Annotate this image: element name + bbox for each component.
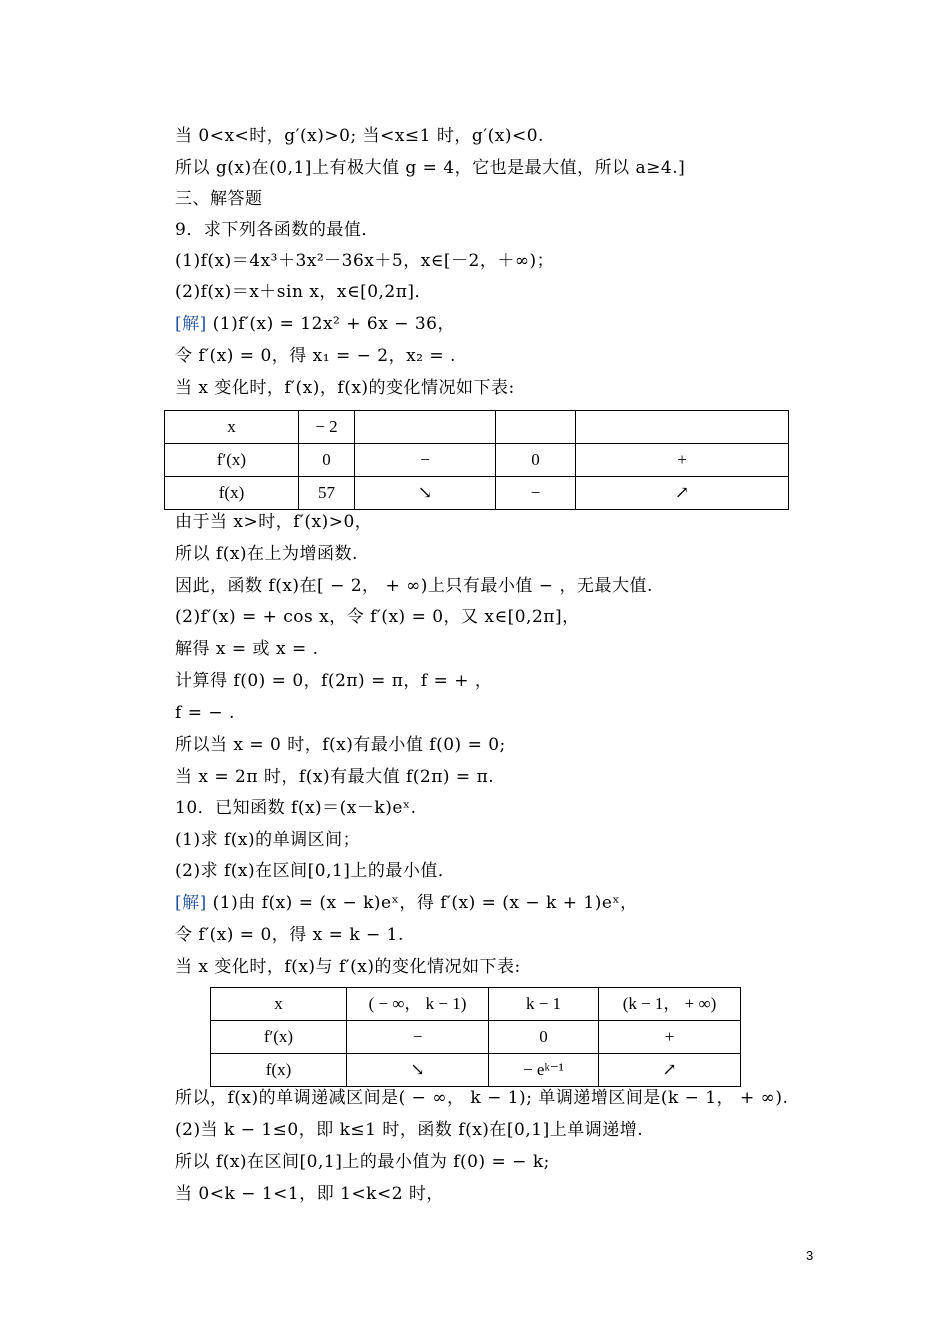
table-cell [355, 411, 496, 444]
line-text: (2)f(x)＝x＋sin x，x∈[0,2π]． [175, 282, 433, 302]
text-line [175, 282, 432, 302]
table-cell: + [576, 444, 789, 477]
line-text: 所以 f(x)在区间[0,1]上的最小值为 f(0) = − k; [175, 1152, 550, 1172]
line-text: 令 f′(x) = 0，得 x₁ = − 2，x₂ = . [175, 346, 456, 366]
table-cell: f(x) [165, 477, 299, 510]
text-line [175, 314, 455, 334]
text-line [175, 893, 638, 913]
line-text: (1)求 f(x)的单调区间； [175, 830, 361, 850]
line-text: 计算得 f(0) = 0，f(2π) = π，f = + ， [175, 671, 493, 691]
table-cell: 0 [489, 1021, 599, 1054]
line-text: 令 f′(x) = 0，得 x = k − 1. [175, 925, 404, 945]
table-row [211, 1021, 741, 1054]
text-line [175, 126, 544, 146]
table-cell: − 2 [299, 411, 355, 444]
table-row [211, 1054, 741, 1087]
page-number: 3 [806, 1248, 814, 1263]
text-line [175, 830, 360, 850]
line-text: 所以当 x = 0 时，f(x)有最小值 f(0) = 0; [175, 735, 506, 755]
line-text: 所以 g(x)在(0,1]上有极大值 g = 4，它也是最大值，所以 a≥4.] [175, 158, 686, 178]
table-cell: ↘ [347, 1054, 489, 1087]
table-cell: f′(x) [211, 1021, 347, 1054]
line-text: (1)f(x)＝4x³＋3x²－36x＋5，x∈[－2，＋∞)； [175, 251, 555, 271]
text-line [175, 767, 494, 787]
text-line [175, 798, 417, 818]
line-text: 9．求下列各函数的最值． [175, 220, 379, 240]
text-line [175, 957, 521, 977]
line-text: f = − . [175, 703, 235, 723]
text-line [175, 703, 235, 723]
table-cell [576, 411, 789, 444]
line-text: 当 x = 2π 时，f(x)有最大值 f(2π) = π. [175, 767, 495, 787]
table-cell: f′(x) [165, 444, 299, 477]
table-cell: 0 [299, 444, 355, 477]
text-line [175, 189, 263, 209]
text-line [175, 544, 358, 564]
table-cell: (k − 1， + ∞) [599, 988, 741, 1021]
table-cell: x [165, 411, 299, 444]
line-text: 当 0<x<时，g′(x)>0; 当<x≤1 时，g′(x)<0. [175, 126, 544, 146]
text-line [175, 607, 580, 627]
line-text: (2)当 k − 1≤0，即 k≤1 时，函数 f(x)在[0,1]上单调递增. [175, 1120, 644, 1140]
solution-tag: [解] [175, 893, 207, 913]
line-text: (1)由 f(x) = (x − k)eˣ，得 f′(x) = (x − k + 1)eˣ， [212, 893, 638, 913]
line-text: 三、解答题 [175, 189, 263, 209]
text-line [175, 639, 319, 659]
table-cell: − eᵏ⁻¹ [489, 1054, 599, 1087]
table-cell: 57 [299, 477, 355, 510]
table-cell: 0 [496, 444, 576, 477]
text-line [175, 1120, 643, 1140]
line-text: 因此，函数 f(x)在[ − 2， + ∞)上只有最小值 − ，无最大值. [175, 576, 653, 596]
table-cell: − [355, 444, 496, 477]
table-cell: ↗ [576, 477, 789, 510]
variation-table-2 [210, 987, 741, 1087]
table-cell: + [599, 1021, 741, 1054]
line-text: 当 x 变化时，f(x)与 f′(x)的变化情况如下表: [175, 957, 521, 977]
text-line [175, 1152, 550, 1172]
table-row [165, 411, 789, 444]
text-line [175, 671, 492, 691]
table-row [165, 444, 789, 477]
text-line [175, 576, 653, 596]
table-row [211, 988, 741, 1021]
text-line [175, 735, 506, 755]
line-text: 由于当 x>时，f′(x)>0， [175, 512, 373, 532]
text-line [175, 1184, 444, 1204]
table-cell: k − 1 [489, 988, 599, 1021]
text-line [175, 1088, 788, 1108]
text-line [175, 220, 379, 240]
table-cell: ↗ [599, 1054, 741, 1087]
variation-table-1 [164, 410, 789, 510]
table-cell [496, 411, 576, 444]
table-cell: − [347, 1021, 489, 1054]
line-text: 所以，f(x)的单调递减区间是( − ∞， k − 1); 单调递增区间是(k − 1， + ∞). [175, 1088, 789, 1108]
solution-tag: [解] [175, 314, 207, 334]
text-line [175, 346, 456, 366]
table-cell: − [496, 477, 576, 510]
table-row [165, 477, 789, 510]
table-cell: f(x) [211, 1054, 347, 1087]
text-line [175, 378, 515, 398]
line-text: (2)f′(x) = + cos x，令 f′(x) = 0，又 x∈[0,2π]， [175, 607, 580, 627]
line-text: 当 x 变化时，f′(x)，f(x)的变化情况如下表: [175, 378, 515, 398]
line-text: 解得 x = 或 x = . [175, 639, 319, 659]
text-line [175, 512, 372, 532]
text-line [175, 158, 685, 178]
line-text: 当 0<k − 1<1，即 1<k<2 时， [175, 1184, 444, 1204]
line-text: 所以 f(x)在上为增函数. [175, 544, 358, 564]
table-cell: ↘ [355, 477, 496, 510]
table-cell: x [211, 988, 347, 1021]
line-text: 10．已知函数 f(x)＝(x－k)eˣ. [175, 798, 417, 818]
text-line [175, 861, 455, 881]
table-cell: ( − ∞， k − 1) [347, 988, 489, 1021]
line-text: (2)求 f(x)在区间[0,1]上的最小值． [175, 861, 456, 881]
text-line [175, 925, 404, 945]
line-text: (1)f′(x) = 12x² + 6x − 36， [212, 314, 455, 334]
text-line [175, 251, 554, 271]
